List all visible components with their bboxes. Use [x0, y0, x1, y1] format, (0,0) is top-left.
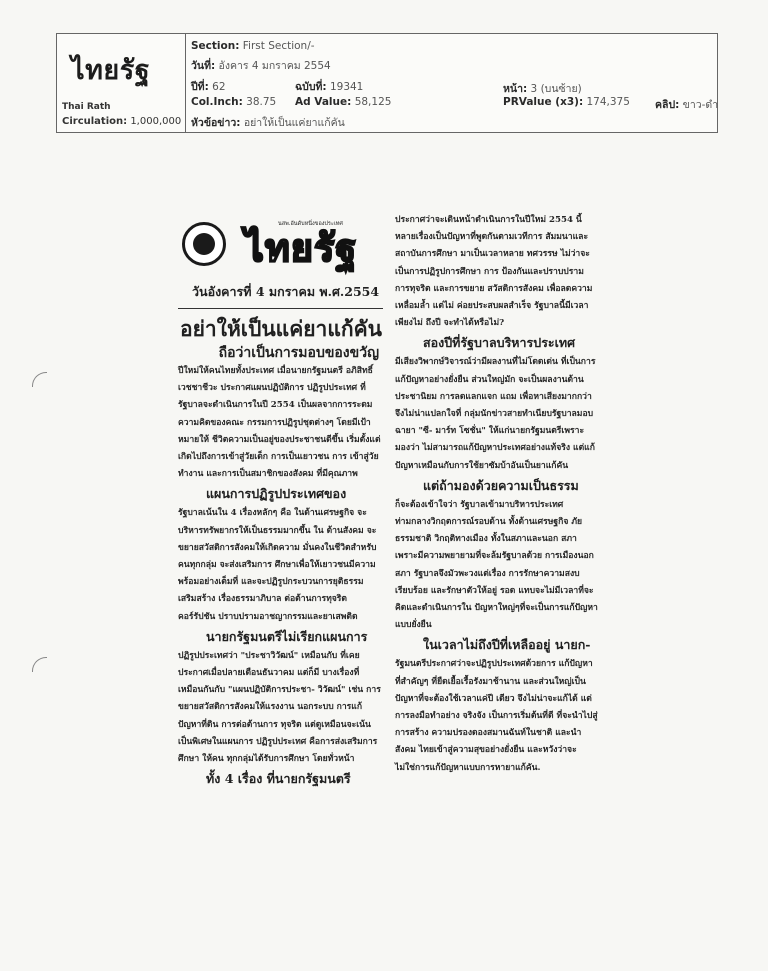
publication-name-en: Thai Rath	[62, 102, 111, 112]
paragraph: ประกาศว่าจะเดินหน้าดำเนินการในปีใหม่ 2554 นี้ หลายเรื่องเป็นปัญหาที่พูดกันตามเวทีการ สัมมนาและสถาบันการศึกษา มาเป็นเวลาหลาย ทศวรรษ ไม่ว่าจะเป็นการปฏิรูปการศึกษา การ ป้องกันและปราบปรามการทุจริต และการขยาย สวัสดิการสังคม เพื่อลดความเหลื่อมล้ำ แต่ไม่ ค่อยประสบผลสำเร็จ รัฐบาลนี้มีเวลาเพียงไม่ ถึงปี จะทำได้หรือไม่?	[395, 215, 593, 329]
section-subhead: นายกรัฐมนตรีไม่เรียกแผนการ	[206, 628, 368, 644]
divider	[178, 308, 383, 309]
paragraph: รัฐมนตรีประกาศว่าจะปฏิรูปประเทศด้วยการ แก้ปัญหาที่สำคัญๆ ที่ยืดเยื้อเรื้อรังมาช้านาน และส่วนใหญ่เป็นปัญหาที่จะต้องใช้เวลาแค่ปี เดียว จึงไม่น่าจะแก้ได้ แต่การลงมือทำอย่าง จริงจัง เป็นการเริ่มต้นที่ดี ที่จะนำไปสู่การสร้าง ความปรองดองสมานฉันท์ในชาติ และนำสังคม ไทยเข้าสู่ความสุขอย่างยั่งยืน และหวังว่าจะ ไม่ใช่การแก้ปัญหาแบบการหายาแก้คัน.	[395, 659, 598, 773]
advalue-label: Ad Value:	[295, 96, 352, 108]
paragraph: ปฏิรูปประเทศว่า "ประชาวิวัฒน์" เหมือนกับ ที่เคยประกาศเมื่อปลายเดือนธันวาคม แต่ก็มี บางเรื่องที่เหมือนกันกับ "แผนปฏิบัติการประชา- วิวัฒน์" เช่น การขยายสวัสดิการสังคมให้แรงงาน นอกระบบ การแก้ปัญหาที่ดิน การต่อต้านการ ทุจริต แต่ดูเหมือนจะเน้นเป็นพิเศษในแผนการ ปฏิรูปประเทศ คือการส่งเสริมการศึกษา ให้คน ทุกกลุ่มได้รับการศึกษา โดยทั่วหน้า	[178, 650, 381, 765]
circulation-value: 1,000,000	[130, 116, 182, 127]
topic-label: หัวข้อข่าว:	[191, 117, 241, 129]
prvalue-value: 174,375	[586, 96, 630, 108]
page-label: หน้า:	[503, 83, 528, 95]
paragraph: รัฐบาลเน้นใน 4 เรื่องหลักๆ คือ ในด้านเศรษฐกิจ จะบริหารทรัพยากรให้เป็นธรรมมากขึ้น ใน ด้านสังคม จะขยายสวัสดิการสังคมให้เกิดความ มั่นคงในชีวิตสำหรับคนทุกกลุ่ม จะส่งเสริมการ ศึกษาเพื่อให้เยาวชนมีความพร้อมอย่างเต็มที่ และจะปฏิรูปกระบวนการยุติธรรม เสริมสร้าง เรื่องธรรมาภิบาล ต่อต้านการทุจริตคอร์รัปชัน ปราบปรามอาชญากรรมและยาเสพติด	[178, 508, 377, 622]
margin-mark	[32, 657, 47, 672]
section-value: First Section/-	[242, 40, 315, 52]
colinch-value: 38.75	[246, 96, 277, 108]
left-column	[178, 212, 383, 790]
publication-logo: ไทยรัฐ	[71, 55, 151, 86]
section-subhead: ในเวลาไม่ถึงปีที่เหลืออยู่ นายก-	[423, 637, 591, 653]
year-field	[191, 78, 226, 95]
colinch-label: Col.Inch:	[191, 96, 243, 108]
newspaper-clipping	[178, 212, 598, 872]
year-value: 62	[212, 81, 226, 93]
circulation	[62, 116, 181, 127]
clip-field	[655, 96, 718, 113]
article-subheadline: ถือว่าเป็นการมอบของขวัญ	[218, 345, 379, 361]
section-subhead: แผนการปฏิรูปประเทศของ	[206, 486, 347, 502]
right-column	[395, 212, 598, 777]
issue-label: ฉบับที่:	[295, 81, 327, 93]
section-subhead: สองปีที่รัฐบาลบริหารประเทศ	[423, 335, 576, 351]
topic-field	[191, 114, 345, 131]
paragraph: ปีใหม่ให้คนไทยทั้งประเทศ เมื่อนายกรัฐมนตรี อภิสิทธิ์ เวชชาชีวะ ประกาศแผนปฏิบัติการ ปฏิรูปประเทศ ที่รัฐบาลจะดำเนินการในปี 2554 เป็นผลจากการระดมความคิดของคณะ กรรมการปฏิรูปชุดต่างๆ โดยมีเป้าหมายให้ ชีวิตความเป็นอยู่ของประชาชนดีขึ้น เริ่มตั้งแต่ เกิดไปถึงการเข้าสู่วัยเด็ก การเป็นเยาวชน การ เข้าสู่วัยทำงาน และการเป็นสมาชิกของสังคม ที่มีคุณภาพ	[178, 366, 381, 480]
masthead-name: ไทยรัฐ	[244, 226, 358, 270]
year-label: ปีที่:	[191, 81, 209, 93]
section-subhead: ทั้ง 4 เรื่อง ที่นายกรัฐมนตรี	[206, 771, 351, 787]
masthead-tagline: นสพ.อันดับหนึ่งของประเทศ	[278, 221, 343, 227]
date-field	[191, 57, 331, 74]
margin-mark	[32, 372, 47, 387]
masthead	[178, 214, 378, 276]
clip-label: คลิป:	[655, 99, 680, 111]
clipping-metadata-box	[56, 33, 718, 133]
paragraph: มีเสียงวิพากษ์วิจารณ์ว่ามีผลงานที่ไม่โดดเด่น ที่เป็นการแก้ปัญหาอย่างยั่งยืน ส่วนใหญ่มัก จะเป็นผลงานด้านประชานิยม การลดแลกแจก แถม เพื่อหาเสียงมากกว่า จึงไม่น่าแปลกใจที่ กลุ่มนักข่าวสายทำเนียบรัฐบาลมอบฉายา "ซี- มาร์ท โซชั่น" ให้แก่นายกรัฐมนตรีเพราะมองว่า ไม่สามารถแก้ปัญหาประเทศอย่างแท้จริง แต่แก้ ปัญหาเหมือนกับการใช้ยาซัมบ้าอันเป็นยาแก้คัน	[395, 357, 596, 471]
colinch-field	[191, 96, 276, 108]
clip-value: ขาว-ดำ	[682, 99, 719, 111]
advalue-field	[295, 96, 391, 108]
issue-value: 19341	[329, 81, 364, 93]
section-field	[191, 40, 315, 52]
article-date: วันอังคารที่ 4 มกราคม พ.ศ.2554	[192, 284, 380, 299]
circulation-label: Circulation:	[62, 116, 128, 127]
section-label: Section:	[191, 40, 240, 52]
date-value: อังคาร 4 มกราคม 2554	[218, 60, 331, 72]
publication-panel	[57, 34, 186, 132]
paragraph: ก็จะต้องเข้าใจว่า รัฐบาลเข้ามาบริหารประเทศ ท่ามกลางวิกฤตการณ์รอบด้าน ทั้งด้านเศรษฐกิจ ภัยธรรมชาติ วิกฤติทางเมือง ทั้งในสภาและนอก สภา เพราะมีความพยายามที่จะล้มรัฐบาลด้วย การเมืองนอกสภา รัฐบาลจึงมัวพะวงแต่เรื่อง การรักษาความสงบเรียบร้อย และรักษาตัวให้อยู่ รอด แทบจะไม่มีเวลาที่จะคิดและดำเนินการใน ปัญหาใหญ่ๆที่จะเป็นการแก้ปัญหาแบบยั่งยืน	[395, 499, 598, 631]
date-label: วันที่:	[191, 60, 216, 72]
page-field	[503, 80, 582, 97]
prvalue-label: PRValue (x3):	[503, 96, 584, 108]
masthead-emblem-icon	[182, 222, 226, 266]
page-value: 3 (บนซ้าย)	[530, 83, 582, 95]
prvalue-field	[503, 96, 630, 108]
section-subhead: แต่ถ้ามองด้วยความเป็นธรรม	[423, 477, 579, 493]
issue-field	[295, 78, 363, 95]
topic-value: อย่าให้เป็นแค่ยาแก้คัน	[243, 117, 345, 129]
metadata-fields	[191, 34, 717, 132]
article-headline: อย่าให้เป็นแค่ยาแก้คัน	[180, 316, 383, 341]
advalue-value: 58,125	[354, 96, 392, 108]
